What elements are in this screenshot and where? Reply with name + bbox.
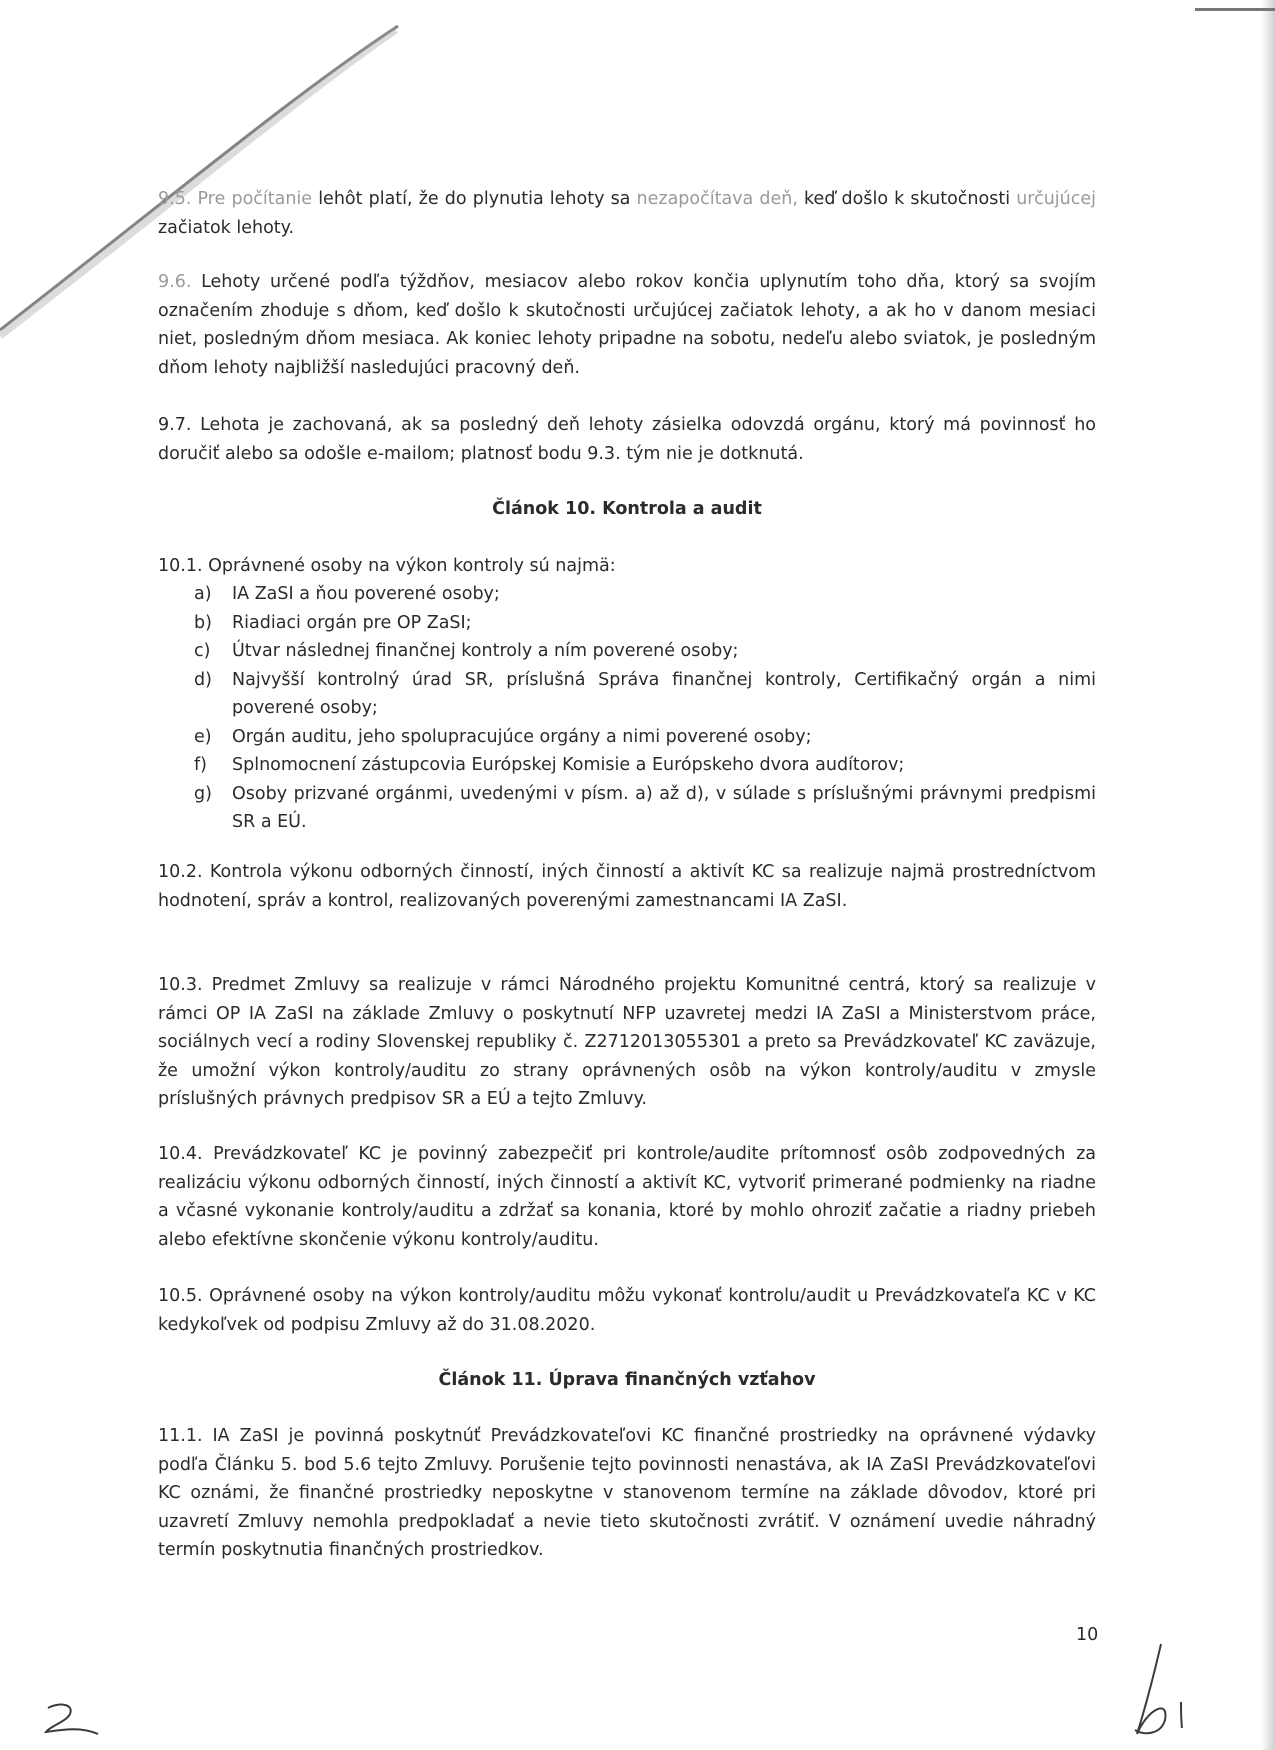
handwritten-initials-left [40,1700,110,1740]
paragraph-10-4: 10.4. Prevádzkovateľ KC je povinný zabezpečiť pri kontrole/audite prítomnosť osôb zodpovedných za realizáciu výkonu odborných činností, iných činností a aktivít KC, vytvoriť primerané podmienky na riadne a včasné vykonanie kontroly/auditu a zdržať sa konania, ktoré by mohlo ohroziť začatie a riadny priebeh alebo efektívne skončenie výkonu kontroly/auditu. [158,1144,1096,1250]
list-item-marker: d) [194,669,212,690]
list-10-1 [158,580,1096,837]
list-item-text: Útvar následnej finančnej kontroly a ním poverené osoby; [232,641,739,661]
paragraph-10-3: 10.3. Predmet Zmluvy sa realizuje v rámci Národného projektu Komunitné centrá, ktorý sa realizuje v rámci OP IA ZaSI na základe Zmluvy o poskytnutí NFP uzavretej medzi IA ZaSI a Ministerstvom práce, sociálnych vecí a rodiny Slovenskej republiky č. Z2712013055301 a preto sa Prevádzkovateľ KC zaväzuje, že umožní výkon kontroly/auditu zo strany oprávnených osôb na výkon kontroly/auditu v zmysle príslušných právnych predpisov SR a EÚ a tejto Zmluvy. [158,975,1096,1109]
handwritten-signature-right [1125,1640,1195,1740]
list-item [158,637,1096,666]
list-item-text: Splnomocnení zástupcovia Európskej Komisie a Európskeho dvora audítorov; [232,755,905,775]
text-fragment: keď došlo k skutočnosti [797,189,1017,209]
text-fragment: lehôt platí, že do plynutia lehoty sa [312,189,637,209]
list-item [158,780,1096,837]
paragraph-10-2: 10.2. Kontrola výkonu odborných činností, iných činností a aktivít KC sa realizuje najmä prostredníctvom hodnotení, správ a kontrol, realizovaných poverenými zamestnancami IA ZaSI. [158,862,1096,911]
text-fragment: začiatok lehoty. [158,217,295,238]
list-item-marker: c) [194,641,211,661]
text-fragment: určujúcej [1016,189,1097,209]
list-item-text: Orgán auditu, jeho spolupracujúce orgány a nimi poverené osoby; [232,726,812,747]
list-item-text: IA ZaSI a ňou poverené osoby; [232,584,500,604]
paragraph-11-1: 11.1. IA ZaSI je povinná poskytnúť Prevádzkovateľovi KC finančné prostriedky na oprávnené výdavky podľa Článku 5. bod 5.6 tejto Zmluvy. Porušenie tejto povinnosti nenastáva, ak IA ZaSI Prevádzkovateľovi KC oznámi, že finančné prostriedky neposkytne v stanovenom termíne na základe dôvodov, ktoré pri uzavretí Zmluvy nemohla predpokladať a nevie tieto skutočnosti zvrátiť. V oznámení uvedie náhradný termín poskytnutia finančných prostriedkov. [158,1426,1096,1560]
heading-article-10: Článok 10. Kontrola a audit [492,499,762,519]
text-fragment: Lehoty určené podľa týždňov, mesiacov alebo rokov končia uplynutím toho dňa, ktorý sa svojím označením zhoduje s dňom, keď došlo k skutočnosti určujúcej začiatok lehoty, a ak ho v danom mesiaci niet, posledným dňom mesiaca. Ak koniec lehoty pripadne na sobotu, nedeľu alebo sviatok, je posledným dňom lehoty najbližší nasledujúci pracovný deň. [158,272,1096,378]
page-edge-shadow [1261,0,1275,1750]
text-fragment: nezapočítava deň, [636,189,798,209]
scan-edge-mark [1195,8,1275,11]
paragraph-10-1: 10.1. Oprávnené osoby na výkon kontroly sú najmä: [158,556,616,576]
text-fragment: 9.5. Pre počítanie [158,189,313,209]
page-number: 10 [1076,1625,1099,1645]
list-item-marker: f) [194,755,207,775]
list-item-text: Osoby prizvané orgánmi, uvedenými v písm. a) až d), v súlade s príslušnými právnymi predpismi SR a EÚ. [232,783,1096,832]
list-item-marker: b) [194,612,212,633]
list-item-marker: e) [194,726,212,747]
paragraph-9-6 [158,268,1096,382]
paragraph-9-7: 9.7. Lehota je zachovaná, ak sa posledný deň lehoty zásielka odovzdá orgánu, ktorý má povinnosť ho doručiť alebo sa odošle e-mailom; platnosť bodu 9.3. tým nie je dotknutá. [158,415,1096,464]
list-item [158,580,1096,609]
list-item [158,609,1096,638]
list-item [158,723,1096,752]
list-item-text: Riadiaci orgán pre OP ZaSI; [232,612,472,633]
list-item-text: Najvyšší kontrolný úrad SR, príslušná Správa finančnej kontroly, Certifikačný orgán a nimi poverené osoby; [232,669,1096,718]
text-fragment: 9.6. [158,272,192,292]
list-item-marker: g) [194,783,212,804]
paragraph-10-5: 10.5. Oprávnené osoby na výkon kontroly/auditu môžu vykonať kontrolu/audit u Prevádzkovateľa KC v KC kedykoľvek od podpisu Zmluvy až do 31.08.2020. [158,1286,1096,1335]
list-item [158,666,1096,723]
paragraph-9-5 [158,185,1096,242]
list-item [158,751,1096,780]
heading-article-11: Článok 11. Úprava finančných vzťahov [438,1370,816,1390]
list-item-marker: a) [194,584,212,604]
